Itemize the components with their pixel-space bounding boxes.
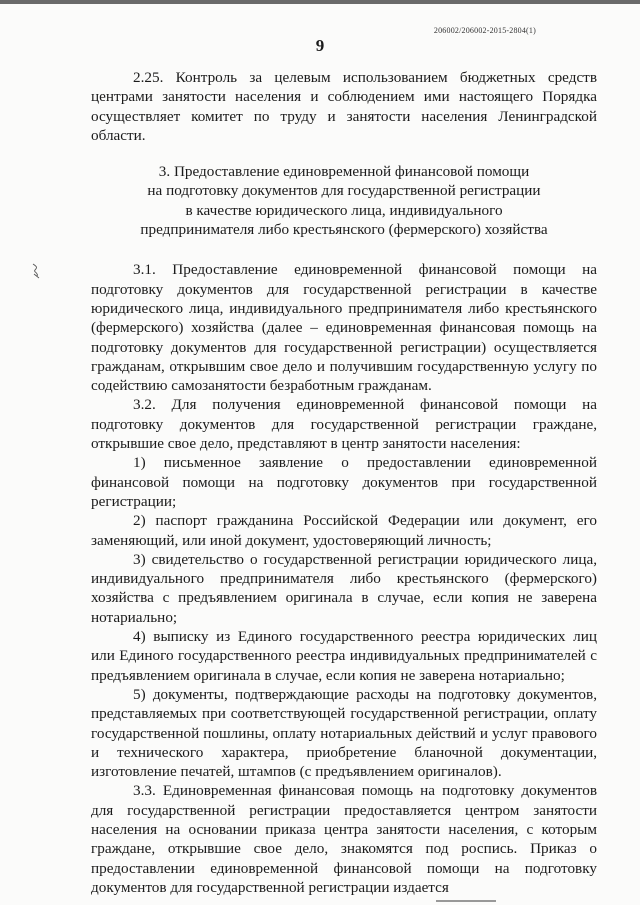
heading-line: в качестве юридического лица, индивидуального [185, 201, 503, 219]
list-item-1: 1) письменное заявление о предоставлении единовременной финансовой помощи на подготовку документов при государственной регистрации; [91, 454, 597, 510]
section-3-heading [91, 162, 597, 239]
page-number: 9 [315, 36, 325, 55]
document-id: 206002/206002-2015-2804(1) [433, 26, 536, 35]
scan-bottom-mark [436, 900, 496, 902]
document-body [91, 68, 597, 897]
list-item-3: 3) свидетельство о государственной регистрации юридического лица, индивидуального предпринимателя либо крестьянского (фермерского) хозяйства с предъявлением оригинала в случае, если копия не заверена нотариально; [91, 550, 597, 626]
list-item-2: 2) паспорт гражданина Российской Федерации или документ, его заменяющий, или иной документ, удостоверяющий личность; [91, 512, 597, 549]
margin-handwritten-mark-icon [30, 262, 42, 280]
paragraph-2-25: 2.25. Контроль за целевым использованием бюджетных средств центрами занятости населения и соблюдением ими настоящего Порядка осуществляет комитет по труду и занятости населения Ленинградской области. [91, 69, 597, 144]
heading-line: 3. Предоставление единовременной финансовой помощи [158, 163, 530, 181]
paragraph-3-3: 3.3. Единовременная финансовая помощь на подготовку документов для государственной регистрации предоставляется центром занятости населения на основании приказа центра занятости населения, с которым граждане, открывшие свое дело, знакомятся под роспись. Приказ о предоставлении единовременной финансовой помощи на подготовку документов для государственной регистрации издается [91, 782, 597, 896]
list-item-5: 5) документы, подтверждающие расходы на подготовку документов, представляемых при соответствующей государственной регистрации, оплату государственной пошлины, оплату нотариальных действий и услуг правового и технического характера, приобретение бланочной документации, изготовление печатей, штампов (с предъявлением оригиналов). [91, 685, 597, 781]
heading-line: на подготовку документов для государственной регистрации [147, 182, 541, 200]
list-item-4: 4) выписку из Единого государственного реестра юридических лиц или Единого государственного реестра индивидуальных предпринимателей с предъявлением оригинала в случае, если копия не заверена нотариально; [91, 628, 597, 684]
heading-line: предпринимателя либо крестьянского (фермерского) хозяйства [140, 221, 548, 239]
scan-top-edge [0, 0, 640, 4]
paragraph-3-2: 3.2. Для получения единовременной финансовой помощи на подготовку документов для государственной регистрации граждане, открывшие свое дело, представляют в центр занятости населения: [91, 396, 597, 453]
paragraph-3-1: 3.1. Предоставление единовременной финансовой помощи на подготовку документов для государственной регистрации в качестве юридического лица, индивидуального предпринимателя либо крестьянского (фермерского) хозяйства (далее – единовременная финансовая помощь на подготовку документов для государственной регистрации) осуществляется гражданам, открывшим свое дело и получившим государственную услугу по содействию самозанятости безработным гражданам. [91, 261, 597, 395]
